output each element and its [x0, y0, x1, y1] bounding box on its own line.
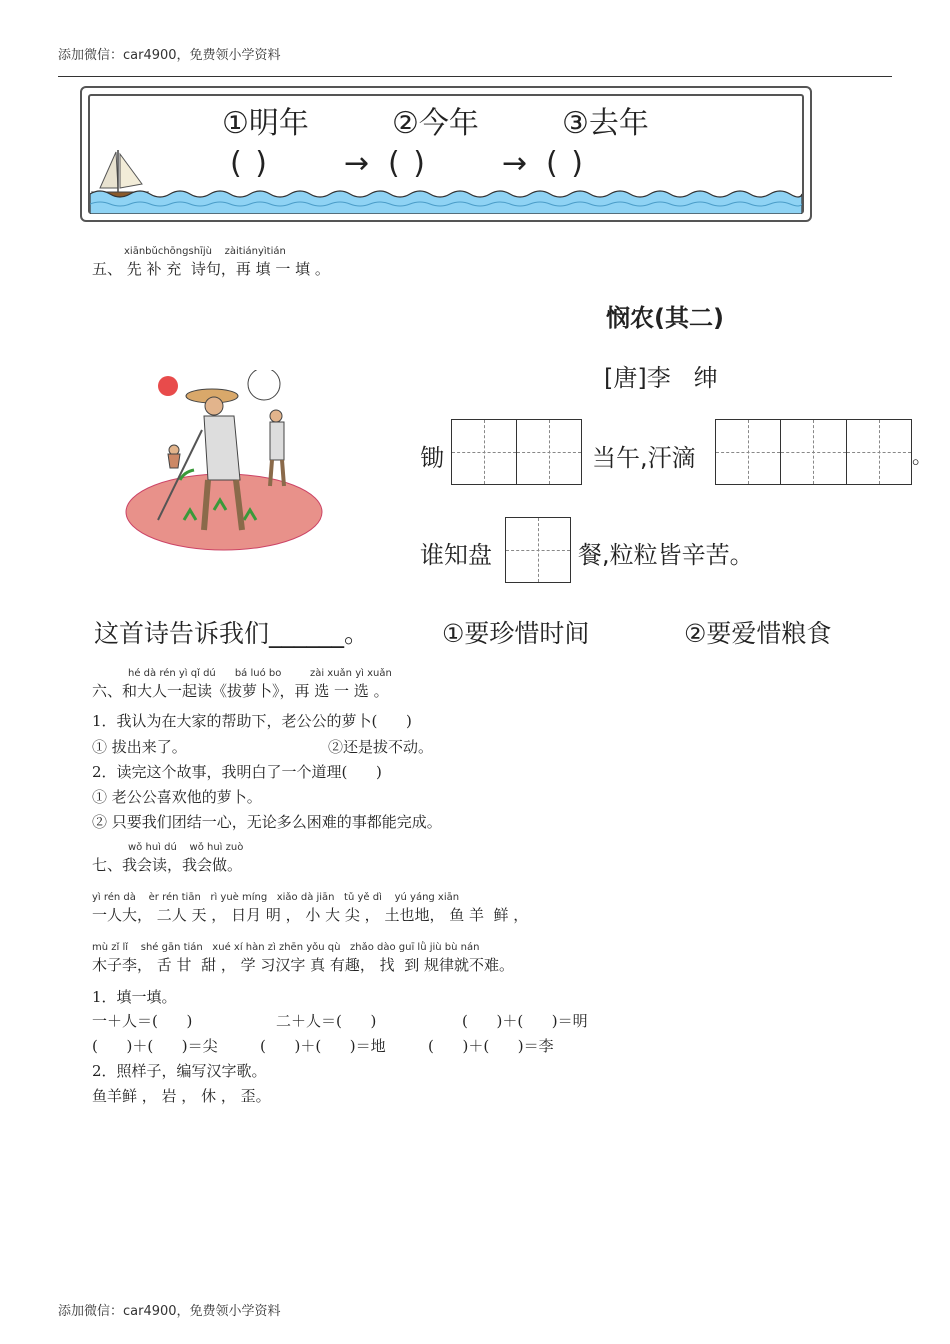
grid-cell[interactable] — [716, 420, 781, 484]
section7-q2: 2．照样子，编写汉字歌。 — [92, 1062, 267, 1080]
option-last-year: ③去年 — [562, 106, 649, 141]
answer-blank-1[interactable]: ( ) — [230, 146, 269, 181]
formula-3[interactable]: ( )＋( )＝明 — [462, 1012, 588, 1030]
poem-answer-grid-2[interactable] — [715, 419, 912, 485]
grid-cell[interactable] — [781, 420, 846, 484]
section6-pinyin: hé dà rén yì qǐ dú bá luó bo zài xuǎn yì xuǎn — [128, 668, 392, 679]
poem-answer-grid-3[interactable] — [505, 517, 571, 583]
choice-save-food[interactable]: ②要爱惜粮食 — [684, 619, 832, 648]
poem-author: [唐]李 绅 — [604, 364, 718, 392]
option-next-year: ①明年 — [222, 106, 309, 141]
grid-cell[interactable] — [847, 420, 911, 484]
header-text: 添加微信：car4900，免费领小学资料 — [58, 48, 281, 63]
option-this-year: ②今年 — [392, 106, 479, 141]
poem-question: 这首诗告诉我们______。 — [94, 619, 370, 648]
formula-4[interactable]: ( )＋( )＝尖 — [92, 1037, 218, 1055]
poem-line1-start: 锄 — [420, 444, 444, 472]
poem-line2-end: 餐,粒粒皆辛苦。 — [578, 541, 754, 569]
header-rule — [58, 76, 892, 77]
rhyme-line1-pinyin: yì rén dà èr rén tiān rì yuè míng xiǎo dà jiān tǔ yě dì yú yáng xiān — [92, 892, 460, 903]
grid-cell[interactable] — [517, 420, 581, 484]
farmer-illustration — [124, 370, 324, 552]
section6-q2: 2．读完这个故事，我明白了一个道理( ) — [92, 763, 382, 781]
footer-text: 添加微信：car4900，免费领小学资料 — [58, 1304, 281, 1319]
section6-q1: 1．我认为在大家的帮助下，老公公的萝卜( ) — [92, 712, 412, 730]
formula-6[interactable]: ( )＋( )＝李 — [428, 1037, 554, 1055]
formula-5[interactable]: ( )＋( )＝地 — [260, 1037, 386, 1055]
choice-save-time[interactable]: ①要珍惜时间 — [442, 619, 590, 648]
poem-line1-middle: 当午,汗滴 — [592, 444, 696, 472]
formula-1[interactable]: 一＋人＝( ) — [92, 1012, 193, 1030]
section6-q2-option-b[interactable]: ② 只要我们团结一心，无论多么困难的事都能完成。 — [92, 813, 442, 831]
arrow-1: → — [344, 146, 372, 181]
section6-q1-option-b[interactable]: ②还是拔不动。 — [328, 738, 434, 756]
section6-q1-option-a[interactable]: ① 拔出来了。 — [92, 738, 187, 756]
order-box — [80, 86, 812, 222]
poem-line1-end: 。 — [912, 444, 932, 468]
section7-pinyin: wǒ huì dú wǒ huì zuò — [128, 842, 244, 853]
section5-pinyin: xiānbǔchōngshījù zàitiányìtián — [124, 246, 286, 257]
section7-q1: 1．填一填。 — [92, 988, 177, 1006]
poem-line2-start: 谁知盘 — [420, 541, 492, 569]
formula-2[interactable]: 二＋人＝( ) — [276, 1012, 377, 1030]
answer-blank-2[interactable]: ( ) — [388, 146, 427, 181]
section5-title: 五、 先 补 充 诗句，再 填 一 填 。 — [92, 260, 330, 278]
arrow-2: → — [502, 146, 530, 181]
rhyme-line2-pinyin: mù zǐ lǐ shé gān tián xué xí hàn zì zhēn yǒu qù zhǎo dào guī lǜ jiù bù nán — [92, 942, 480, 953]
rhyme-line1: 一人大， 二人 天 ， 日月 明 ， 小 大 尖 ， 土也地， 鱼 羊 鲜 ， — [92, 906, 529, 924]
section6-title: 六、和大人一起读《拔萝卜》，再 选 一 选 。 — [92, 682, 389, 700]
poem-title: 悯农(其二) — [606, 304, 724, 332]
answer-blank-3[interactable]: ( ) — [546, 146, 585, 181]
section7-example[interactable]: 鱼羊鲜 ， 岩 ， 休 ， 歪。 — [92, 1087, 271, 1105]
section6-q2-option-a[interactable]: ① 老公公喜欢他的萝卜。 — [92, 788, 262, 806]
rhyme-line2: 木子李， 舌 甘 甜 ， 学 习汉字 真 有趣， 找 到 规律就不难。 — [92, 956, 514, 974]
grid-cell[interactable] — [452, 420, 517, 484]
section7-title: 七、我会读，我会做。 — [92, 856, 243, 874]
poem-answer-grid-1[interactable] — [451, 419, 582, 485]
sailboat-waves-illustration — [90, 148, 802, 214]
grid-cell[interactable] — [506, 518, 570, 582]
